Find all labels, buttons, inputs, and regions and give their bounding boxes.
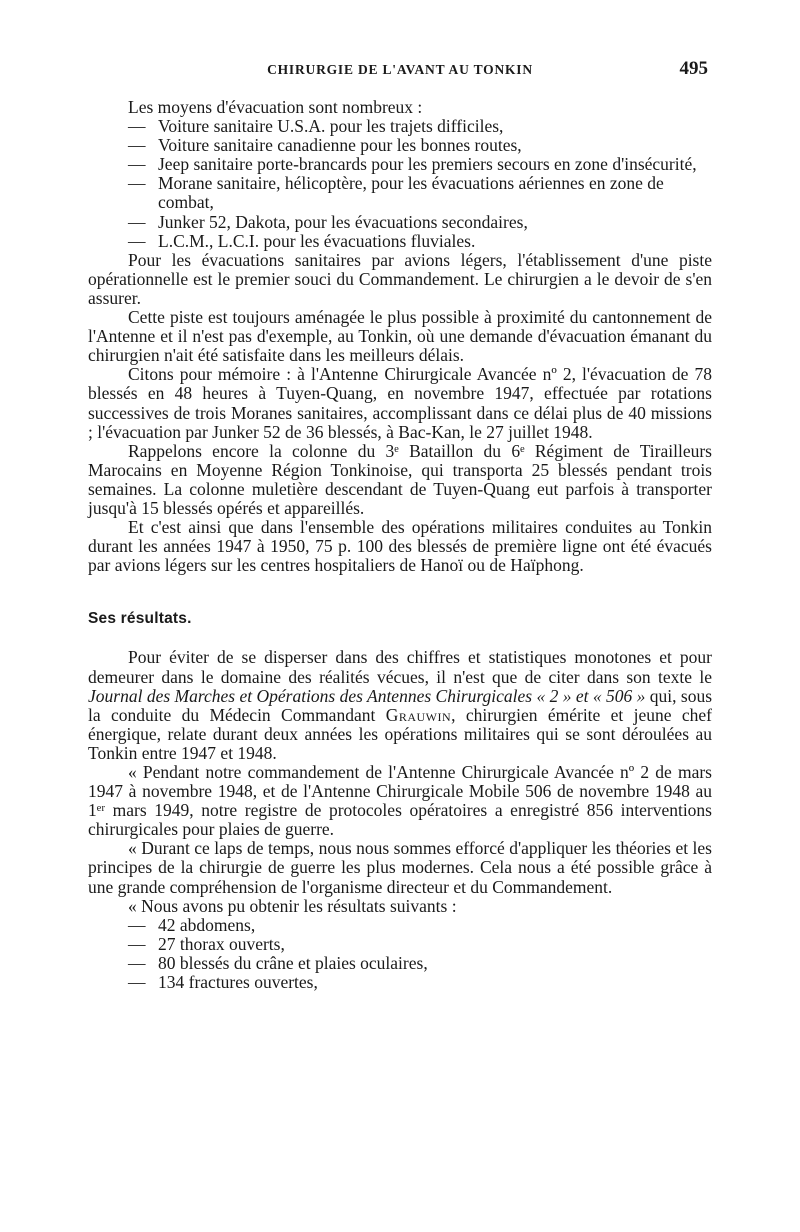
- body-text: [88, 98, 712, 992]
- list-item: — Morane sanitaire, hélicoptère, pour les évacuations aériennes en zone de combat,: [158, 174, 712, 212]
- paragraph: Pour les évacuations sanitaires par avions légers, l'établissement d'une piste opérationnelle est le premier souci du Commandement. Le chirurgien a le devoir de s'en assurer.: [88, 249, 712, 308]
- list-item: — L.C.M., L.C.I. pour les évacuations fluviales.: [158, 232, 712, 251]
- paragraph: Cette piste est toujours aménagée le plus possible à proximité du cantonnement de l'Antenne et il n'est pas d'exemple, au Tonkin, où une demande d'évacuation émanant du chirurgien n'ait été satisfaite dans les meilleurs délais.: [88, 307, 712, 366]
- page-number: 495: [679, 58, 708, 79]
- paragraph: « Pendant notre commandement de l'Antenne Chirurgicale Avancée nº 2 de mars 1947 à novembre 1948, et de l'Antenne Chirurgicale Mobile 506 de novembre 1948 au 1ᵉʳ mars 1949, notre registre de protocoles opératoires a enregistré 856 interventions chirurgicales pour plaies de guerre.: [88, 762, 712, 840]
- list-item: — Junker 52, Dakota, pour les évacuations secondaires,: [158, 213, 712, 232]
- journal-title: Journal des Marches et Opérations des Antennes Chirurgicales « 2 » et « 506 »: [88, 685, 646, 706]
- running-title: CHIRURGIE DE L'AVANT AU TONKIN: [267, 62, 533, 77]
- paragraph: Citons pour mémoire : à l'Antenne Chirurgicale Avancée nº 2, l'évacuation de 78 blessés en 48 heures à Tuyen-Quang, en novembre 1947, effectuée par rotations successives de trois Moranes sanitaires, accomplissant dans ce délai plus de 40 missions ; l'évacuation par Junker 52 de 36 blessés, à Bac-Kan, le 27 juillet 1948.: [88, 364, 712, 442]
- list-item: — Voiture sanitaire U.S.A. pour les trajets difficiles,: [158, 117, 712, 136]
- text-run: Pour éviter de se disperser dans des chiffres et statistiques monotones et pour demeurer dans le domaine des réalités vécues, il n'est que de citer dans son texte le: [88, 647, 712, 687]
- paragraph: « Nous avons pu obtenir les résultats suivants :: [128, 895, 457, 916]
- list-item: — 27 thorax ouverts,: [158, 935, 712, 954]
- results-list: [88, 916, 712, 992]
- paragraph: Rappelons encore la colonne du 3ᵉ Bataillon du 6ᵉ Régiment de Tirailleurs Marocains en Moyenne Région Tonkinoise, qui transporta 25 blessés pendant trois semaines. La colonne muletière descendant de Tuyen-Quang eut parfois à transporter jusqu'à 15 blessés opérés et appareillés.: [88, 440, 712, 518]
- paragraph: [88, 648, 712, 763]
- list-item: — 134 fractures ouvertes,: [158, 973, 712, 992]
- list-item: — Voiture sanitaire canadienne pour les bonnes routes,: [158, 136, 712, 155]
- evacuation-intro: Les moyens d'évacuation sont nombreux :: [128, 97, 423, 117]
- surname: Grauwin: [385, 704, 452, 725]
- paragraph: « Durant ce laps de temps, nous nous sommes efforcé d'appliquer les théories et les principes de la chirurgie de guerre les plus modernes. Cela nous a été possible grâce à une grande compréhension de l'organisme directeur et du Commandement.: [88, 838, 712, 897]
- text-run: , chirurgien émérite et jeune chef énergique, relate durant deux années les opérations militaires qui se sont déroulées au Tonkin entre 1947 et 1948.: [88, 704, 713, 763]
- paragraph: Et c'est ainsi que dans l'ensemble des opérations militaires conduites au Tonkin durant les années 1947 à 1950, 75 p. 100 des blessés de première ligne ont été évacués par avions légers sur les centres hospitaliers de Hanoï ou de Haïphong.: [88, 517, 712, 576]
- list-item: — 42 abdomens,: [158, 916, 712, 935]
- section-heading: Ses résultats.: [88, 610, 192, 628]
- text-run: qui, sous la conduite du Médecin Commandant: [88, 685, 713, 725]
- list-item: — 80 blessés du crâne et plaies oculaires,: [158, 954, 712, 973]
- evacuation-list: [88, 117, 712, 251]
- list-item: — Jeep sanitaire porte-brancards pour les premiers secours en zone d'insécurité,: [158, 155, 712, 174]
